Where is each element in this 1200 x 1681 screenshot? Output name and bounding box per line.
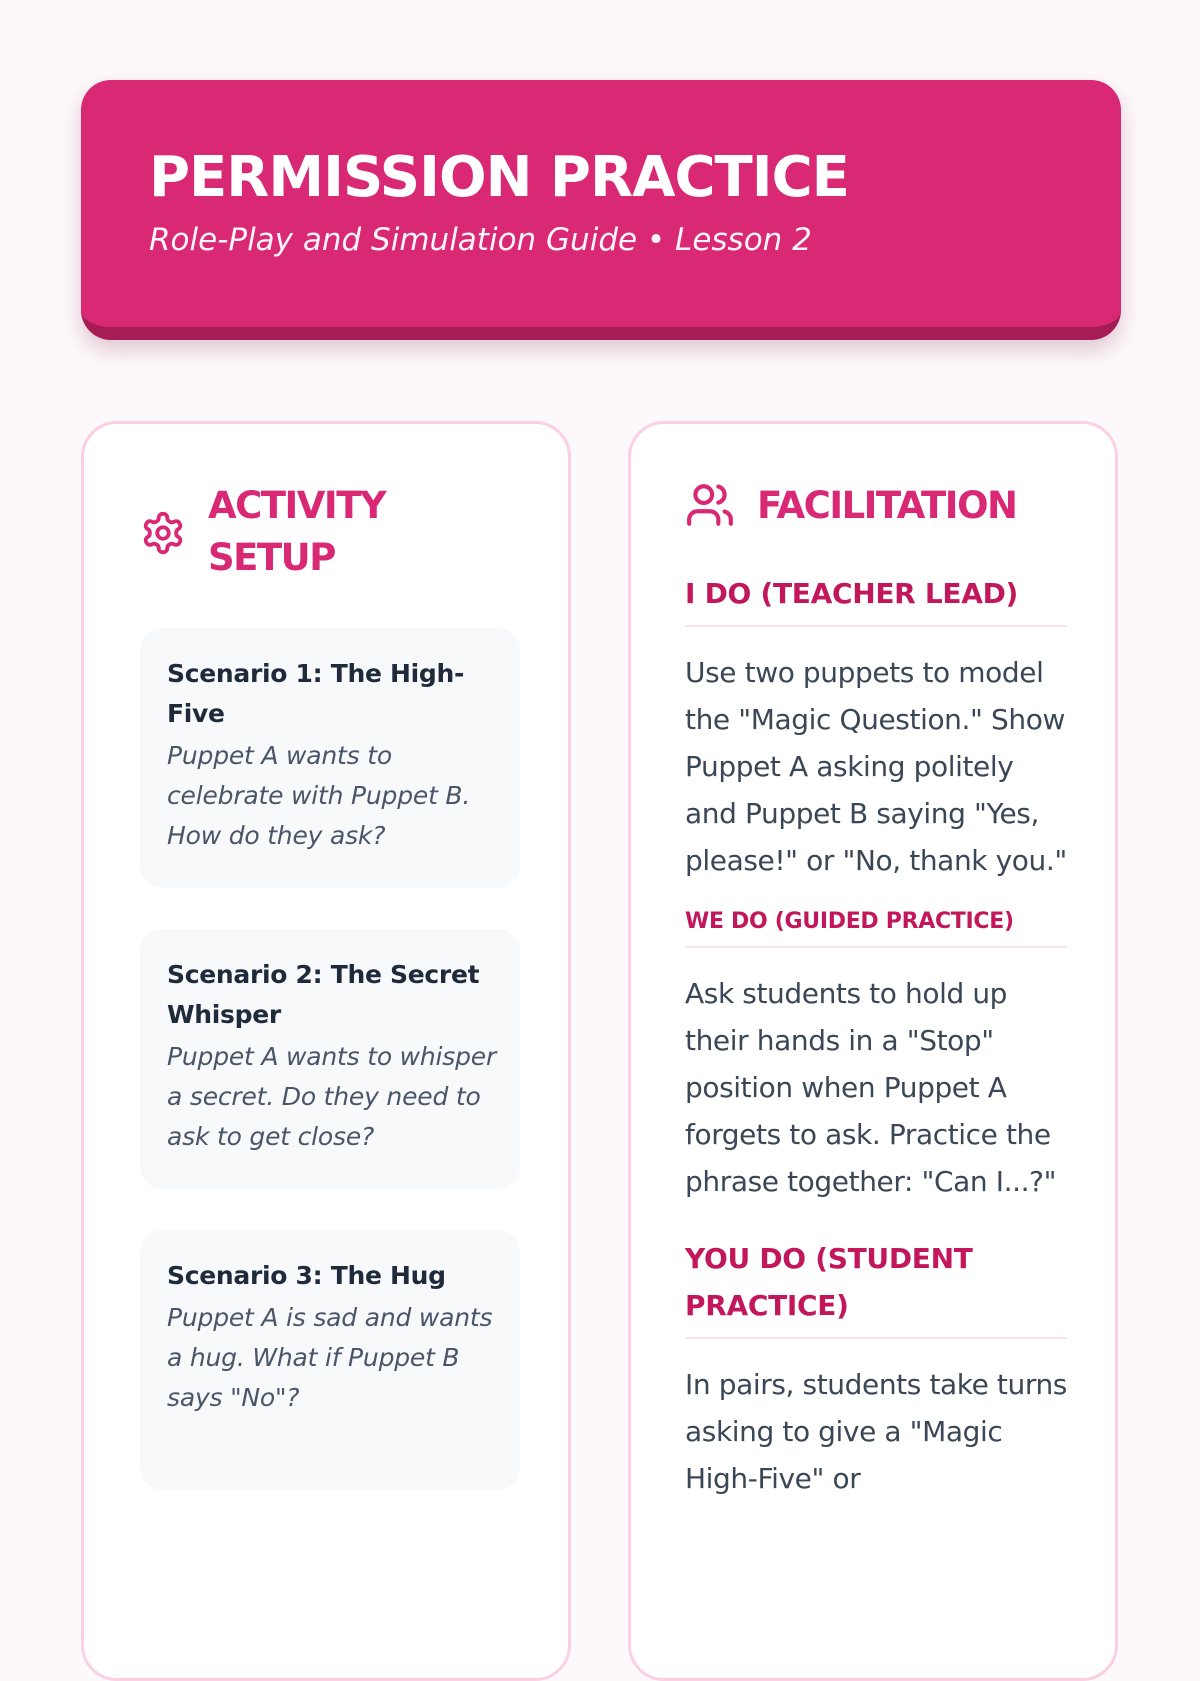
phase-heading-you-do: YOU DO (STUDENT PRACTICE) [685, 1235, 1067, 1339]
gear-icon [140, 510, 186, 570]
scenario-description: Puppet A wants to celebrate with Puppet B. How do they ask? [167, 741, 471, 850]
phase-body-we-do: Ask students to hold up their hands in a "Stop" position when Puppet A forgets to ask. Practice the phrase together: "Can I...?" [685, 977, 1057, 1198]
scenario-list [140, 628, 520, 1531]
scenario-description: Puppet A is sad and wants a hug. What if Puppet B says "No"? [167, 1303, 493, 1412]
phase-body-i-do: Use two puppets to model the "Magic Question." Show Puppet A asking politely and Puppet B saying "Yes, please!" or "No, thank you." [685, 656, 1067, 877]
facilitation-heading [685, 480, 1016, 544]
activity-setup-heading [140, 480, 438, 584]
phase-body-you-do: In pairs, students take turns asking to give a "Magic High-Five" or [685, 1368, 1067, 1495]
phase-heading-i-do: I DO (TEACHER LEAD) [685, 570, 1067, 627]
header-banner [81, 80, 1121, 340]
scenario-card [140, 628, 520, 888]
scenario-description: Puppet A wants to whisper a secret. Do they need to ask to get close? [167, 1042, 497, 1151]
facilitation-phases [685, 570, 1067, 1502]
users-icon [685, 480, 735, 544]
scenario-title: Scenario 2: The Secret Whisper [167, 960, 480, 1029]
activity-setup-title: ACTIVITY SETUP [208, 484, 386, 579]
scenario-title: Scenario 1: The High-Five [167, 659, 465, 728]
activity-setup-card [81, 421, 571, 1681]
phase-heading-we-do: WE DO (GUIDED PRACTICE) [685, 904, 1067, 948]
page-title: PERMISSION PRACTICE [149, 145, 849, 210]
scenario-card [140, 929, 520, 1189]
scenario-title: Scenario 3: The Hug [167, 1261, 446, 1290]
facilitation-card [628, 421, 1118, 1681]
page-subtitle: Role-Play and Simulation Guide • Lesson 2 [149, 222, 812, 258]
scenario-card [140, 1230, 520, 1490]
facilitation-title: FACILITATION [757, 484, 1017, 527]
